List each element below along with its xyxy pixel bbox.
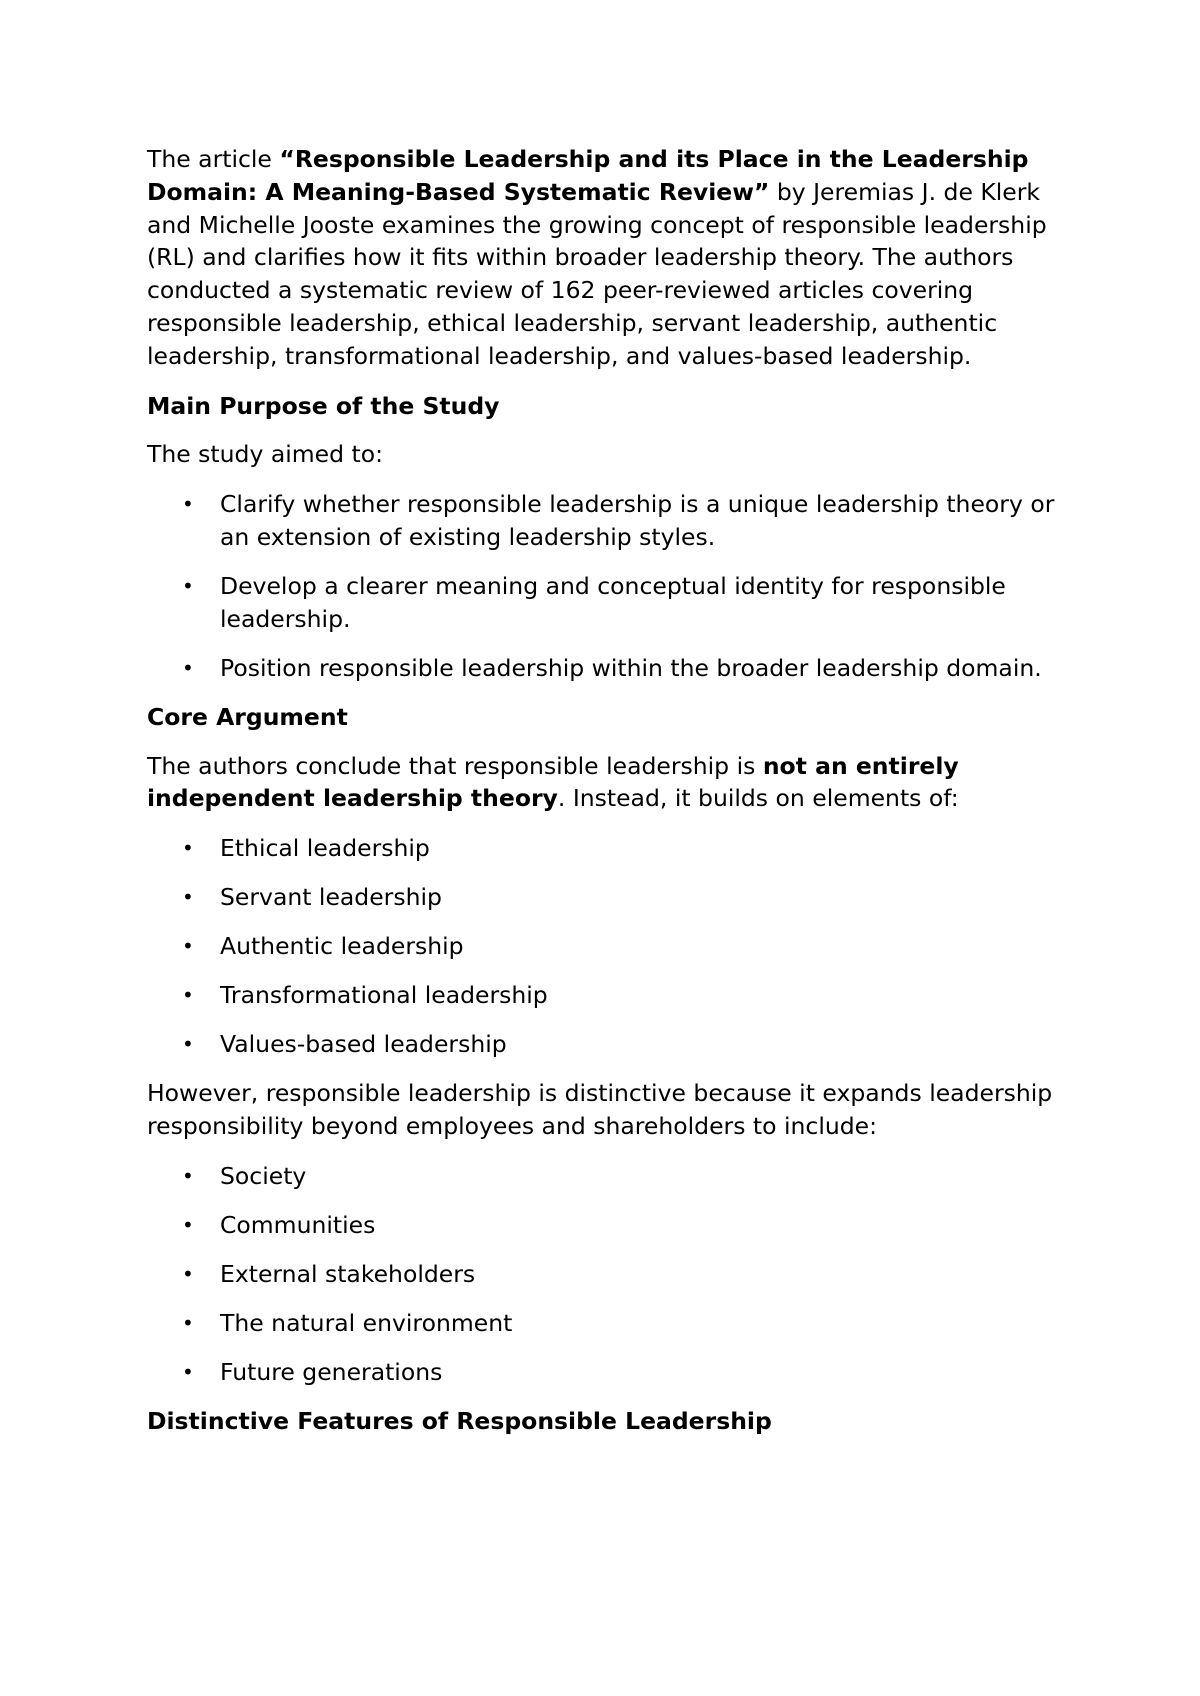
list-item: • Servant leadership	[147, 881, 1077, 914]
intro-paragraph	[147, 143, 1077, 373]
bullet-icon: •	[182, 1212, 194, 1237]
bullet-icon: •	[182, 655, 194, 680]
stakeholders-list	[147, 1160, 1077, 1389]
core-emphasis: not an entirely independent leadership theory	[147, 751, 959, 813]
features-heading: Distinctive Features of Responsible Leadership	[147, 1406, 772, 1435]
list-item: • Values-based leadership	[147, 1028, 1077, 1061]
bullet-icon: •	[182, 983, 194, 1008]
bullet-icon: •	[182, 1261, 194, 1286]
list-item: • Clarify whether responsible leadership is a unique leadership theory or an extension of existing leadership styles.	[182, 490, 1055, 551]
leadership-styles-list	[147, 832, 1077, 1061]
document-page	[147, 143, 1077, 1453]
bullet-icon: •	[182, 885, 194, 910]
bullet-icon: •	[182, 1310, 194, 1335]
core-lead: The authors conclude that responsible leadership is not an entirely independent leadership theory. Instead, it builds on elements of:	[147, 751, 959, 813]
list-item: • Transformational leadership	[147, 979, 1077, 1012]
purpose-list	[147, 488, 1077, 684]
purpose-heading: Main Purpose of the Study	[147, 391, 500, 420]
intro-suffix: by Jeremias J. de Klerk and Michelle Jooste examines the growing concept of responsible leadership (RL) and clarifies how it fits within broader leadership theory. The authors conducted a systematic review of 162 peer-reviewed articles covering responsible leadership, ethical leadership, servant leadership, authentic leadership, transformational leadership, and values-based leadership.	[147, 177, 1047, 370]
list-item: • Develop a clearer meaning and conceptual identity for responsible leadership.	[182, 571, 1006, 633]
core-heading: Core Argument	[147, 702, 348, 731]
bullet-icon: •	[182, 934, 194, 959]
bullet-icon: •	[182, 1032, 194, 1057]
list-item: • Ethical leadership	[147, 832, 1077, 865]
intro-prefix: The article	[147, 145, 280, 173]
list-item: • Society	[147, 1160, 1077, 1193]
list-item: • The natural environment	[147, 1307, 1077, 1340]
bullet-icon: •	[182, 1163, 194, 1188]
purpose-lead: The study aimed to:	[147, 440, 383, 469]
list-item: • External stakeholders	[147, 1258, 1077, 1291]
bullet-icon: •	[182, 836, 194, 861]
list-item: • Communities	[147, 1209, 1077, 1242]
list-item: • Authentic leadership	[147, 930, 1077, 963]
bullet-icon: •	[182, 573, 194, 598]
bullet-icon: •	[182, 1359, 194, 1384]
list-item: • Position responsible leadership within the broader leadership domain.	[147, 652, 1077, 685]
list-item: • Future generations	[147, 1356, 1077, 1389]
however-paragraph: However, responsible leadership is distinctive because it expands leadership responsibility beyond employees and shareholders to include:	[147, 1079, 1053, 1140]
article-title: “Responsible Leadership and its Place in the Leadership Domain: A Meaning-Based Systematic Review”	[147, 145, 1029, 206]
bullet-icon: •	[182, 492, 194, 517]
